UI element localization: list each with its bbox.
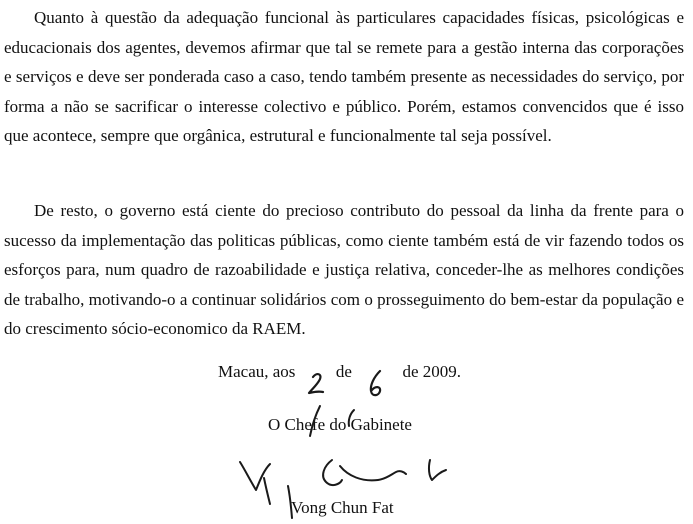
dateline xyxy=(218,361,461,383)
dateline-year: de 2009. xyxy=(402,362,462,381)
paragraph-text: Quanto à questão da adequação funcional às particulares capacidades físicas, psicológicas e educacionais dos agentes, devemos afirmar que tal se remete para a gestão interna das corporações e serviços e deve ser ponderada caso a caso, tendo também presente as necessidades do serviço, por forma a não se sacrificar o interesse colectivo e público. Porém, estamos convencidos que é isso que acontece, sempre que orgânica, estrutural e funcionalmente tal seja possível. xyxy=(4,8,684,145)
body-paragraph-1 xyxy=(4,3,684,151)
signer-name: Vong Chun Fat xyxy=(291,498,394,517)
handwritten-month-mark xyxy=(356,367,398,401)
signatory-role: O Chefe do Gabinete xyxy=(268,415,412,434)
body-paragraph-2 xyxy=(4,196,684,344)
dateline-place: Macau, aos xyxy=(218,362,296,381)
handwritten-day-mark xyxy=(300,367,332,401)
paragraph-text: De resto, o governo está ciente do precioso contributo do pessoal da linha da frente para o sucesso da implementação das politicas públicas, como ciente também está de vir fazendo todos os esforços para, num quadro de razoabilidade e justiça relativa, conceder-lhe as melhores condições de trabalho, motivando-o a continuar solidários com o prosseguimento do bem-estar da população e do crescimento sócio-economico da RAEM. xyxy=(4,201,684,338)
dateline-word-de: de xyxy=(335,362,352,381)
